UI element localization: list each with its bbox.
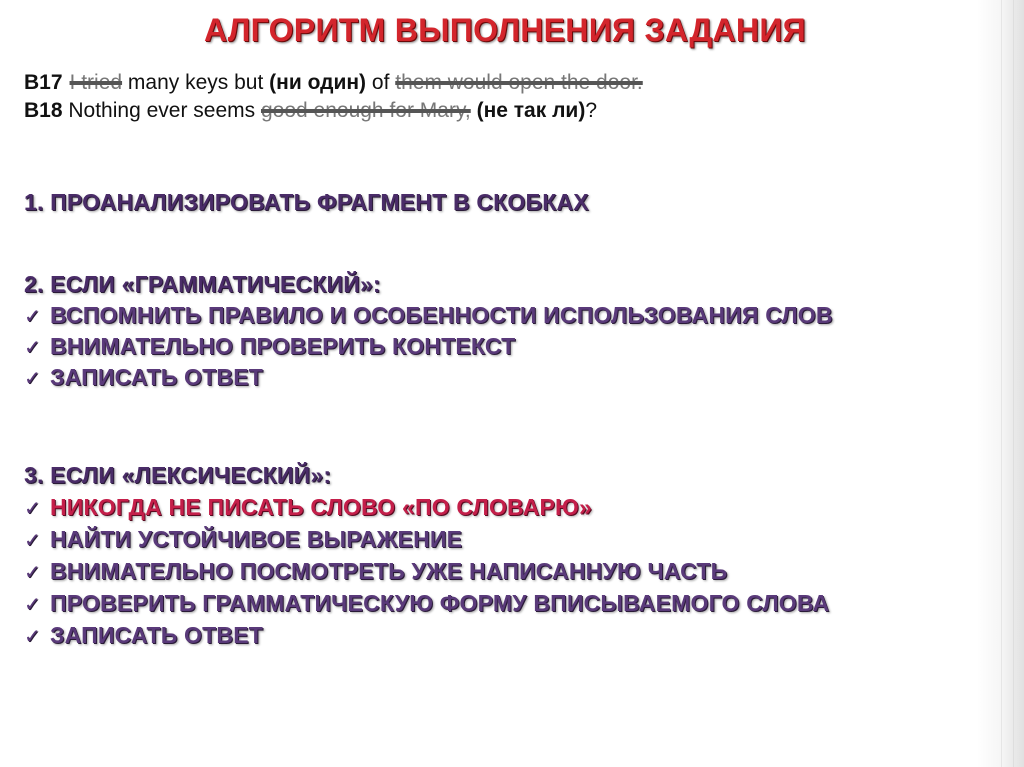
example-text: of — [371, 71, 390, 94]
example-label: B17 — [24, 71, 63, 94]
checkmark-icon: ✓ — [24, 306, 41, 328]
struck-text: them would open the door. — [395, 71, 643, 94]
step-2-item — [24, 300, 833, 332]
page-edge-line — [1001, 0, 1002, 767]
step-2-heading: 2. ЕСЛИ «ГРАММАТИЧЕСКИЙ»: — [24, 271, 381, 297]
step-3-item-text: ВНИМАТЕЛЬНО ПОСМОТРЕТЬ УЖЕ НАПИСАННУЮ ЧАСТЬ — [50, 558, 728, 584]
slide-title: АЛГОРИТМ ВЫПОЛНЕНИЯ ЗАДАНИЯ — [204, 12, 806, 48]
step-3-item-highlight — [24, 492, 592, 524]
step-3-item — [24, 556, 727, 588]
checkmark-icon: ✓ — [24, 626, 41, 648]
page-edge-line-2 — [1013, 0, 1014, 767]
checkmark-icon: ✓ — [24, 337, 41, 359]
step-2-item — [24, 362, 263, 394]
step-1-heading: 1. ПРОАНАЛИЗИРОВАТЬ ФРАГМЕНТ В СКОБКАХ — [24, 189, 589, 215]
example-text: many keys but — [127, 71, 264, 94]
checkmark-icon: ✓ — [24, 562, 41, 584]
checkmark-icon: ✓ — [24, 498, 41, 520]
step-2-item-text: ЗАПИСАТЬ ОТВЕТ — [50, 364, 263, 390]
checkmark-icon: ✓ — [24, 594, 41, 616]
step-3-item-text: ЗАПИСАТЬ ОТВЕТ — [50, 622, 263, 648]
example-text: Nothing ever seems — [68, 99, 256, 122]
struck-text: I tried — [69, 71, 123, 94]
example-text: ? — [585, 99, 598, 122]
bracket-fragment: (ни один) — [269, 71, 367, 94]
example-label: B18 — [24, 99, 63, 122]
step-3-item-text: ПРОВЕРИТЬ ГРАММАТИЧЕСКУЮ ФОРМУ ВПИСЫВАЕМОГО СЛОВА — [50, 590, 830, 616]
checkmark-icon: ✓ — [24, 530, 41, 552]
example-b17 — [24, 70, 643, 96]
step-2-item-text: ВСПОМНИТЬ ПРАВИЛО И ОСОБЕННОСТИ ИСПОЛЬЗОВАНИЯ СЛОВ — [50, 302, 833, 328]
page-edge-shadow — [976, 0, 1024, 767]
bracket-fragment: (не так ли) — [476, 99, 586, 122]
struck-text: good enough for Mary, — [260, 99, 471, 122]
example-b18 — [24, 98, 597, 124]
step-3-item-text: НИКОГДА НЕ ПИСАТЬ СЛОВО «ПО СЛОВАРЮ» — [50, 494, 592, 520]
step-3-heading: 3. ЕСЛИ «ЛЕКСИЧЕСКИЙ»: — [24, 462, 332, 488]
checkmark-icon: ✓ — [24, 368, 41, 390]
step-3-item — [24, 588, 829, 620]
step-2-item — [24, 331, 515, 363]
step-3-item-text: НАЙТИ УСТОЙЧИВОЕ ВЫРАЖЕНИЕ — [50, 526, 463, 552]
step-2-item-text: ВНИМАТЕЛЬНО ПРОВЕРИТЬ КОНТЕКСТ — [50, 333, 516, 359]
step-3-item — [24, 620, 263, 652]
step-3-item — [24, 524, 462, 556]
